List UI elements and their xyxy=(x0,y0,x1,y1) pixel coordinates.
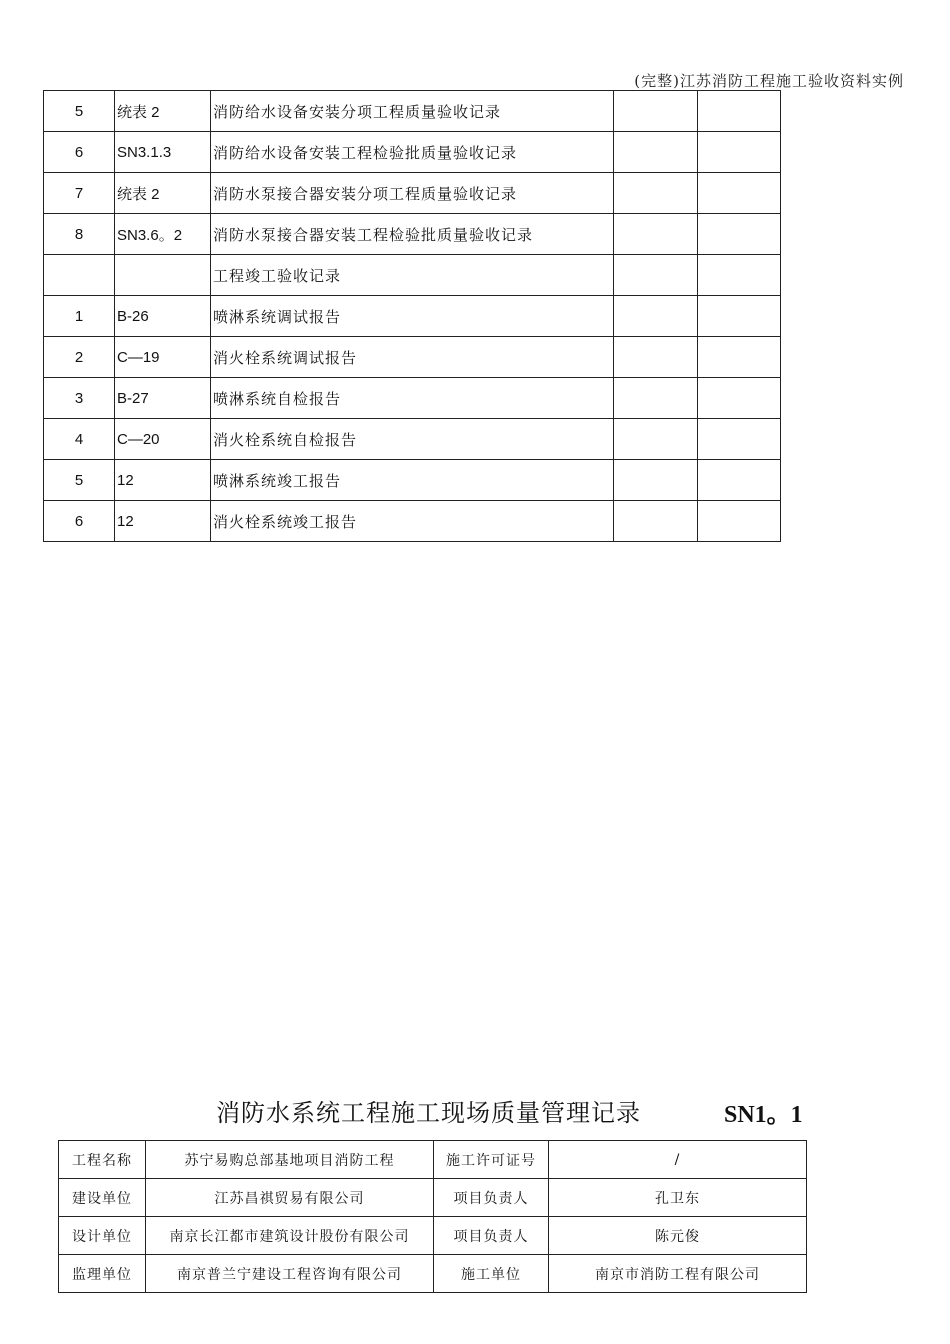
record-form-code: SN1。1 xyxy=(724,1102,803,1128)
table-row xyxy=(44,501,781,542)
field-value: 陈元俊 xyxy=(549,1217,807,1255)
empty-cell xyxy=(614,460,698,501)
empty-cell xyxy=(614,255,698,296)
empty-cell xyxy=(698,419,781,460)
field-label: 施工单位 xyxy=(434,1255,549,1293)
empty-cell xyxy=(698,214,781,255)
field-value: 南京普兰宁建设工程咨询有限公司 xyxy=(146,1255,434,1293)
empty-cell xyxy=(698,378,781,419)
empty-cell xyxy=(698,132,781,173)
form-code: B-27 xyxy=(115,378,211,419)
row-number: 8 xyxy=(44,214,115,255)
empty-cell xyxy=(698,296,781,337)
field-label: 建设单位 xyxy=(59,1179,146,1217)
record-description: 消防给水设备安装工程检验批质量验收记录 xyxy=(211,132,614,173)
row-number: 5 xyxy=(44,91,115,132)
empty-cell xyxy=(614,378,698,419)
empty-cell xyxy=(614,296,698,337)
row-number: 2 xyxy=(44,337,115,378)
field-label: 施工许可证号 xyxy=(434,1141,549,1179)
form-code: B-26 xyxy=(115,296,211,337)
empty-cell xyxy=(614,419,698,460)
empty-cell xyxy=(614,214,698,255)
record-description: 喷淋系统竣工报告 xyxy=(211,460,614,501)
form-code: 12 xyxy=(115,460,211,501)
empty-cell xyxy=(614,91,698,132)
empty-cell xyxy=(698,337,781,378)
empty-cell xyxy=(698,173,781,214)
empty-cell xyxy=(614,132,698,173)
form-code: C—19 xyxy=(115,337,211,378)
document-header-title: (完整)江苏消防工程施工验收资料实例 xyxy=(634,72,904,90)
empty-cell xyxy=(698,91,781,132)
field-value: 江苏昌祺贸易有限公司 xyxy=(146,1179,434,1217)
field-label: 项目负责人 xyxy=(434,1217,549,1255)
form-code: SN3.6。2 xyxy=(115,214,211,255)
table-row xyxy=(44,296,781,337)
record-description: 消火栓系统自检报告 xyxy=(211,419,614,460)
table-row xyxy=(44,214,781,255)
field-label: 项目负责人 xyxy=(434,1179,549,1217)
row-number: 7 xyxy=(44,173,115,214)
table-row xyxy=(44,460,781,501)
record-description: 消防给水设备安装分项工程质量验收记录 xyxy=(211,91,614,132)
field-value: 南京长江都市建筑设计股份有限公司 xyxy=(146,1217,434,1255)
form-code xyxy=(115,255,211,296)
empty-cell xyxy=(614,337,698,378)
record-description: 消防水泵接合器安装工程检验批质量验收记录 xyxy=(211,214,614,255)
table-row xyxy=(44,337,781,378)
table-row xyxy=(44,91,781,132)
form-code: 统表 2 xyxy=(115,91,211,132)
table-row xyxy=(59,1255,807,1293)
record-description: 喷淋系统调试报告 xyxy=(211,296,614,337)
table-row xyxy=(59,1141,807,1179)
row-number: 3 xyxy=(44,378,115,419)
table-row xyxy=(44,255,781,296)
field-label: 工程名称 xyxy=(59,1141,146,1179)
field-value: 苏宁易购总部基地项目消防工程 xyxy=(146,1141,434,1179)
empty-cell xyxy=(698,460,781,501)
form-code: 统表 2 xyxy=(115,173,211,214)
row-number: 6 xyxy=(44,132,115,173)
table-row xyxy=(44,378,781,419)
record-description: 消火栓系统竣工报告 xyxy=(211,501,614,542)
index-table xyxy=(43,90,781,542)
site-quality-management-table xyxy=(58,1140,807,1293)
record-description: 消防水泵接合器安装分项工程质量验收记录 xyxy=(211,173,614,214)
field-label: 监理单位 xyxy=(59,1255,146,1293)
record-description: 消火栓系统调试报告 xyxy=(211,337,614,378)
form-code: SN3.1.3 xyxy=(115,132,211,173)
record-title: 消防水系统工程施工现场质量管理记录 xyxy=(216,1099,641,1127)
empty-cell xyxy=(698,255,781,296)
table-row xyxy=(59,1217,807,1255)
table-row xyxy=(44,173,781,214)
row-number xyxy=(44,255,115,296)
row-number: 1 xyxy=(44,296,115,337)
table-row xyxy=(44,132,781,173)
row-number: 6 xyxy=(44,501,115,542)
section-heading: 工程竣工验收记录 xyxy=(211,255,614,296)
field-value: / xyxy=(549,1141,807,1179)
row-number: 5 xyxy=(44,460,115,501)
row-number: 4 xyxy=(44,419,115,460)
field-value: 孔卫东 xyxy=(549,1179,807,1217)
empty-cell xyxy=(614,501,698,542)
empty-cell xyxy=(698,501,781,542)
record-description: 喷淋系统自检报告 xyxy=(211,378,614,419)
field-value: 南京市消防工程有限公司 xyxy=(549,1255,807,1293)
form-code: 12 xyxy=(115,501,211,542)
table-row xyxy=(44,419,781,460)
form-code: C—20 xyxy=(115,419,211,460)
empty-cell xyxy=(614,173,698,214)
table-row xyxy=(59,1179,807,1217)
field-label: 设计单位 xyxy=(59,1217,146,1255)
